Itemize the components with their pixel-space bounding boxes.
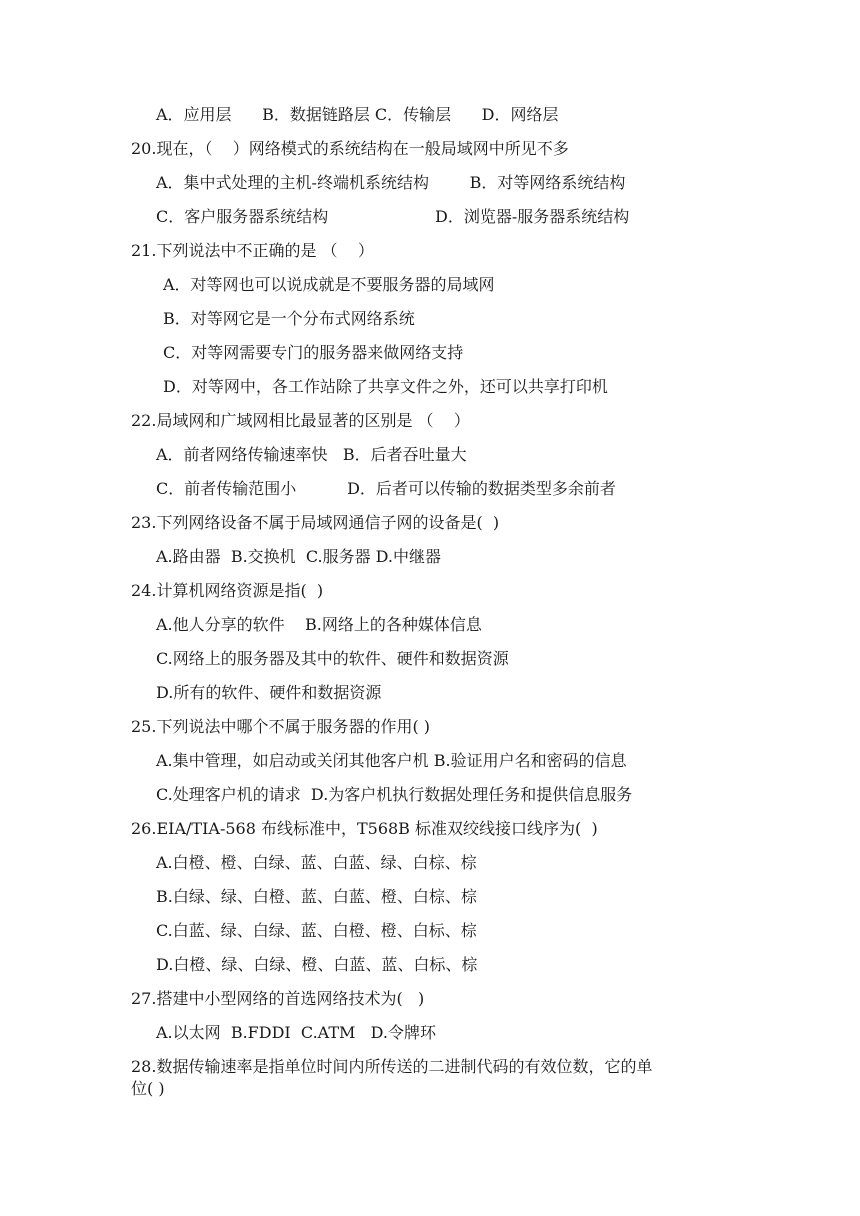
q21-option-c: C．对等网需要专门的服务器来做网络支持 (163, 343, 464, 362)
q26-stem: 26.EIA/TIA-568 布线标准中，T568B 标准双绞线接口线序为( ) (131, 819, 598, 838)
q22-options-cd: C．前者传输范围小 D．后者可以传输的数据类型多余前者 (156, 479, 616, 498)
q27-options: A.以太网 B.FDDI C.ATM D.令牌环 (156, 1023, 437, 1042)
q20-options-ab: A．集中式处理的主机-终端机系统结构 B．对等网络系统结构 (156, 173, 626, 192)
q21-stem: 21.下列说法中不正确的是 （ ） (131, 241, 374, 260)
q28-stem: 28.数据传输速率是指单位时间内所传送的二进制代码的有效位数，它的单 (131, 1057, 653, 1076)
q26-option-c: C.白蓝、绿、白绿、蓝、白橙、橙、白标、棕 (156, 921, 477, 940)
q25-stem: 25.下列说法中哪个不属于服务器的作用( ) (131, 717, 431, 736)
q25-options-ab: A.集中管理，如启动或关闭其他客户机 B.验证用户名和密码的信息 (156, 751, 627, 770)
q26-option-d: D.白橙、绿、白绿、橙、白蓝、蓝、白标、棕 (156, 955, 478, 974)
q26-option-b: B.白绿、绿、白橙、蓝、白蓝、橙、白棕、棕 (156, 887, 477, 906)
q23-stem: 23.下列网络设备不属于局域网通信子网的设备是( ) (131, 513, 500, 532)
q24-stem: 24.计算机网络资源是指( ) (131, 581, 324, 600)
q20-stem: 20.现在，（ ）网络模式的系统结构在一般局域网中所见不多 (131, 139, 569, 158)
q20-options-cd: C．客户服务器系统结构 D．浏览器-服务器系统结构 (156, 207, 630, 226)
q25-options-cd: C.处理客户机的请求 D.为客户机执行数据处理任务和提供信息服务 (156, 785, 633, 804)
q22-options-ab: A．前者网络传输速率快 B．后者吞吐量大 (156, 445, 467, 464)
q24-option-c: C.网络上的服务器及其中的软件、硬件和数据资源 (156, 649, 509, 668)
q27-stem: 27.搭建中小型网络的首选网络技术为( ) (131, 989, 425, 1008)
q21-option-d: D．对等网中，各工作站除了共享文件之外，还可以共享打印机 (163, 377, 608, 396)
q19-options: A．应用层 B．数据链路层 C．传输层 D．网络层 (156, 105, 559, 124)
q21-option-a: A．对等网也可以说成就是不要服务器的局域网 (163, 275, 495, 294)
q28-stem-continued: 位( ) (131, 1079, 165, 1098)
q24-options-ab: A.他人分享的软件 B.网络上的各种媒体信息 (156, 615, 482, 634)
q23-options: A.路由器 B.交换机 C.服务器 D.中继器 (156, 547, 442, 566)
q24-option-d: D.所有的软件、硬件和数据资源 (156, 683, 382, 702)
q22-stem: 22.局域网和广域网相比最显著的区别是 （ ） (131, 411, 470, 430)
q26-option-a: A.白橙、橙、白绿、蓝、白蓝、绿、白棕、棕 (156, 853, 477, 872)
q21-option-b: B．对等网它是一个分布式网络系统 (163, 309, 415, 328)
